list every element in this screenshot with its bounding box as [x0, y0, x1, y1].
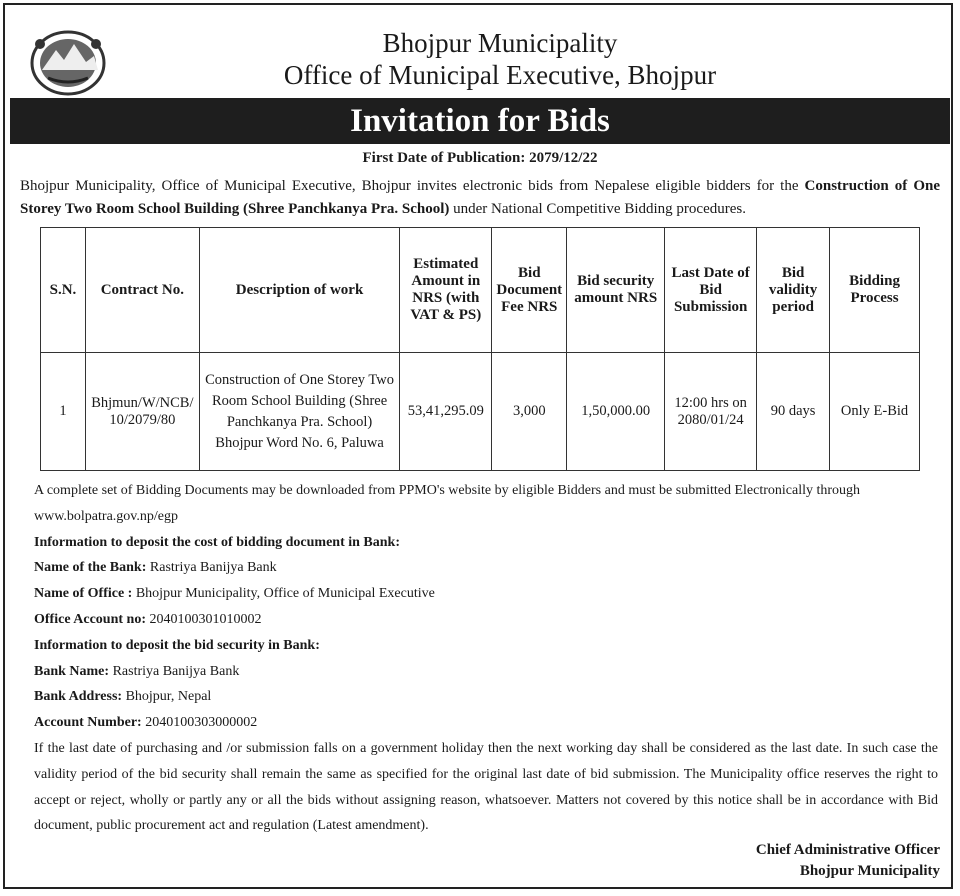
cell-sn: 1 — [41, 353, 86, 471]
header-bid-fee: Bid Document Fee NRS — [492, 228, 567, 353]
header-process: Bidding Process — [830, 228, 920, 353]
office-name: Office of Municipal Executive, Bhojpur — [283, 60, 717, 90]
bank-name-label: Name of the Bank: — [34, 560, 147, 576]
security-deposit-heading: Information to deposit the bid security in Bank: — [34, 637, 320, 653]
security-bank-label: Bank Name: — [34, 663, 110, 679]
security-address-value: Bhojpur, Nepal — [122, 689, 212, 705]
intro-project-name: Construction of One Storey Two Room School Building (Shree Panchkanya Pra. School) — [20, 178, 940, 217]
bank-name-value: Rastriya Banijya Bank — [146, 560, 277, 576]
cell-bid-fee: 3,000 — [492, 353, 567, 471]
title-banner: Invitation for Bids — [10, 98, 950, 144]
security-account-value: 2040100303000002 — [141, 715, 258, 731]
office-account-label: Office Account no: — [34, 611, 146, 627]
header-contract-no: Contract No. — [85, 228, 199, 353]
intro-paragraph — [20, 175, 940, 221]
cell-bid-security: 1,50,000.00 — [567, 353, 665, 471]
intro-text-1: Bhojpur Municipality, Office of Municipal Executive, Bhojpur invites electronic bids from Nepalese eligible bidders for the — [20, 178, 805, 194]
header-sn: S.N. — [41, 228, 86, 353]
cell-last-date: 12:00 hrs on 2080/01/24 — [665, 353, 757, 471]
header-description: Description of work — [199, 228, 400, 353]
signature-block — [756, 840, 940, 882]
cost-deposit-heading: Information to deposit the cost of bidding document in Bank: — [34, 534, 400, 550]
cell-description: Construction of One Storey Two Room School Building (Shree Panchkanya Pra. School) Bhojpur Word No. 6, Paluwa — [199, 353, 400, 471]
security-address-label: Bank Address: — [34, 689, 123, 705]
signatory-title: Chief Administrative Officer — [755, 842, 940, 858]
office-name-value: Bhojpur Municipality, Office of Municipal Executive — [132, 586, 435, 602]
download-note: A complete set of Bidding Documents may be downloaded from PPMO's website by eligible Bidders and must be submitted Electronically through www.bolpatra.gov.np/egp — [34, 483, 861, 524]
cell-contract-no: Bhjmun/W/NCB/10/2079/80 — [85, 353, 199, 471]
table-header-row — [41, 228, 920, 353]
header-last-date: Last Date of Bid Submission — [665, 228, 757, 353]
header-bid-security: Bid security amount NRS — [567, 228, 665, 353]
notice-body — [34, 478, 938, 839]
cell-process: Only E-Bid — [830, 353, 920, 471]
bid-table — [40, 227, 920, 471]
office-name-label: Name of Office : — [34, 586, 133, 602]
cell-estimated-amount: 53,41,295.09 — [400, 353, 492, 471]
security-account-label: Account Number: — [34, 715, 142, 731]
table-row — [41, 353, 920, 471]
publication-date: First Date of Publication: 2079/12/22 — [362, 150, 598, 166]
closing-paragraph: If the last date of purchasing and /or submission falls on a government holiday then the next working day shall be considered as the last date. In such case the validity period of the bid security shall remain the same as specified for the original last date of bid submission. The Municipality office reserves the right to accept or reject, wholly or partly any or all the bids without assigning reason, whatsoever. Matters not covered by this notice shall be in accordance with Bid document, public procurement act and regulation (Latest amendment). — [34, 740, 938, 834]
header-validity: Bid validity period — [757, 228, 830, 353]
signatory-org: Bhojpur Municipality — [799, 863, 940, 879]
security-bank-value: Rastriya Banijya Bank — [109, 663, 240, 679]
org-name: Bhojpur Municipality — [382, 28, 618, 58]
intro-text-2: under National Competitive Bidding procedures. — [449, 201, 746, 217]
header-estimated-amount: Estimated Amount in NRS (with VAT & PS) — [400, 228, 492, 353]
cell-validity: 90 days — [757, 353, 830, 471]
office-account-value: 2040100301010002 — [145, 611, 262, 627]
